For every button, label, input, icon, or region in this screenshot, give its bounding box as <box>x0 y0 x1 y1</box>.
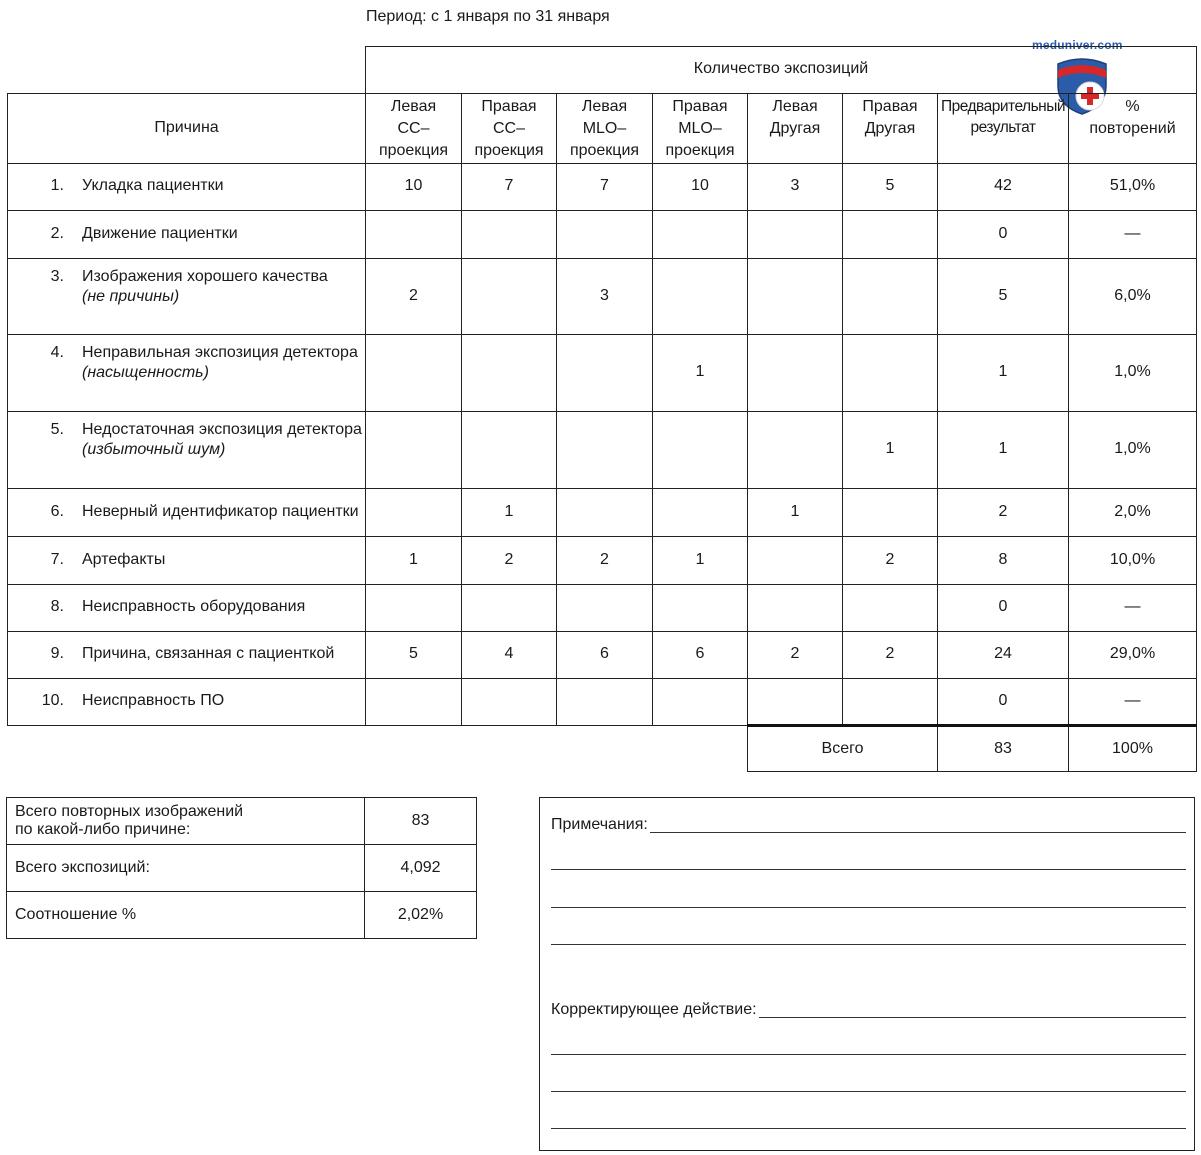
exposure-count-cell: 1 <box>462 488 557 536</box>
reason-text: Неисправность оборудования <box>82 598 306 616</box>
reason-text: Укладка пациентки <box>82 177 224 195</box>
exposure-count-cell <box>462 411 557 488</box>
column-header-line: проекция <box>569 142 640 160</box>
exposure-count-cell <box>748 210 843 258</box>
preliminary-result-cell: 0 <box>938 584 1069 631</box>
exposure-count-cell: 10 <box>653 163 748 210</box>
exposure-count-cell <box>462 210 557 258</box>
table-row <box>8 631 1197 678</box>
total-row <box>8 725 1197 772</box>
reason-text: Движение пациентки <box>82 224 238 242</box>
preliminary-result-cell: 24 <box>938 631 1069 678</box>
reason-text: Недостаточная экспозиция детектора <box>82 420 362 438</box>
exposure-count-cell: 4 <box>462 631 557 678</box>
repeat-percent-cell: 10,0% <box>1069 536 1197 584</box>
exposure-count-cell: 1 <box>366 536 462 584</box>
reason-line <box>28 267 365 288</box>
remarks-line[interactable] <box>551 944 1186 945</box>
exposure-count-cell <box>462 584 557 631</box>
exposure-count-cell <box>462 258 557 334</box>
summary-value: 4,092 <box>365 845 477 892</box>
period-label: Период: с 1 января по 31 января <box>366 8 610 25</box>
table-row <box>8 411 1197 488</box>
column-header <box>366 93 462 163</box>
preliminary-result-cell: 1 <box>938 411 1069 488</box>
exposure-count-cell: 6 <box>653 631 748 678</box>
column-header-line: Правая <box>481 97 537 115</box>
row-number: 5. <box>50 420 64 438</box>
column-header-line: проекция <box>474 142 544 160</box>
exposure-count-cell <box>366 584 462 631</box>
reason-line <box>28 644 365 665</box>
exposure-count-cell: 7 <box>462 163 557 210</box>
corrective-action-label: Корректирующее действие: <box>551 1001 757 1018</box>
column-header <box>748 93 843 163</box>
row-number: 8. <box>50 598 64 616</box>
exposure-count-cell: 2 <box>557 536 653 584</box>
exposure-count-cell: 3 <box>557 258 653 334</box>
exposure-count-cell: 2 <box>462 536 557 584</box>
repeat-percent-cell: 2,0% <box>1069 488 1197 536</box>
row-number: 6. <box>50 502 64 520</box>
exposure-count-cell <box>653 258 748 334</box>
column-header-line: повторений <box>1089 119 1176 137</box>
repeat-percent-cell: 6,0% <box>1069 258 1197 334</box>
column-header-line: Другая <box>864 119 916 137</box>
exposure-count-cell: 1 <box>843 411 938 488</box>
table-row <box>8 210 1197 258</box>
exposure-count-cell: 6 <box>557 631 653 678</box>
column-header-line: результат <box>970 119 1036 137</box>
column-header <box>938 93 1069 163</box>
summary-label <box>7 798 365 845</box>
column-header-line: Левая <box>390 97 437 115</box>
column-header-line: СС– <box>492 119 525 137</box>
exposure-count-cell <box>557 210 653 258</box>
exposure-count-cell <box>653 411 748 488</box>
exposure-count-cell: 2 <box>748 631 843 678</box>
column-header-line: MLO– <box>678 119 722 137</box>
repeat-percent-cell: 51,0% <box>1069 163 1197 210</box>
notes-box <box>539 797 1195 1151</box>
exposure-count-cell: 1 <box>748 488 843 536</box>
reason-text: Неверный идентификатор пациентки <box>82 502 359 520</box>
exposure-count-cell: 2 <box>366 258 462 334</box>
exposure-count-cell <box>653 210 748 258</box>
reason-line <box>28 597 365 618</box>
reason-cell <box>8 163 366 210</box>
exposure-count-cell <box>366 210 462 258</box>
reason-line <box>28 224 365 245</box>
repeat-analysis-table <box>7 46 1197 772</box>
exposure-count-cell <box>557 584 653 631</box>
table-row <box>8 678 1197 725</box>
reason-line <box>28 176 365 197</box>
exposure-count-cell: 3 <box>748 163 843 210</box>
table-row <box>8 163 1197 210</box>
reason-text: Артефакты <box>82 550 166 568</box>
reason-cell <box>8 411 366 488</box>
corrective-action-line[interactable] <box>551 1091 1186 1092</box>
summary-label-line: по какой-либо причине: <box>15 821 191 838</box>
reason-line <box>28 420 365 441</box>
row-number: 3. <box>50 267 64 285</box>
summary-row <box>7 798 477 845</box>
reason-text: Изображения хорошего качества <box>82 267 328 285</box>
total-value: 83 <box>938 725 1069 772</box>
exposure-count-cell <box>557 678 653 725</box>
column-header-line: проекция <box>378 142 449 160</box>
group-header-row <box>8 47 1197 94</box>
total-percent: 100% <box>1069 725 1197 772</box>
preliminary-result-cell: 8 <box>938 536 1069 584</box>
exposure-count-cell <box>366 334 462 411</box>
row-number: 4. <box>50 343 64 361</box>
column-header-line: Предварительный <box>940 97 1066 115</box>
repeat-percent-cell: 1,0% <box>1069 334 1197 411</box>
repeat-percent-cell: — <box>1069 678 1197 725</box>
column-header <box>462 93 557 163</box>
exposure-count-cell: 1 <box>653 536 748 584</box>
reason-line <box>28 550 365 571</box>
reason-text: Неправильная экспозиция детектора <box>82 343 358 361</box>
exposure-count-cell <box>748 584 843 631</box>
table-row <box>8 334 1197 411</box>
reason-text: Причина, связанная с пациенткой <box>82 645 335 663</box>
exposure-count-cell: 5 <box>366 631 462 678</box>
exposure-count-cell <box>748 258 843 334</box>
exposure-count-cell: 2 <box>843 536 938 584</box>
repeat-percent-cell: 1,0% <box>1069 411 1197 488</box>
exposure-count-cell <box>366 488 462 536</box>
reason-note: (не причины) <box>82 288 180 306</box>
reason-cell <box>8 210 366 258</box>
column-header-line: Левая <box>581 97 628 115</box>
summary-label-line: Соотношение % <box>15 905 137 923</box>
exposure-count-cell <box>462 334 557 411</box>
reason-cell <box>8 631 366 678</box>
summary-table <box>6 797 477 939</box>
row-number: 9. <box>50 645 64 663</box>
exposure-count-cell <box>557 488 653 536</box>
remarks-label: Примечания: <box>551 816 648 833</box>
column-header <box>653 93 748 163</box>
remarks-line[interactable] <box>551 869 1186 870</box>
summary-label-line: Всего экспозиций: <box>15 858 150 876</box>
exposure-count-cell <box>843 488 938 536</box>
reason-cell <box>8 536 366 584</box>
reason-line <box>28 691 365 712</box>
summary-label <box>7 892 365 939</box>
table-row <box>8 536 1197 584</box>
exposure-count-cell <box>843 258 938 334</box>
exposure-count-cell: 1 <box>653 334 748 411</box>
exposure-count-cell <box>557 411 653 488</box>
exposure-count-cell <box>843 334 938 411</box>
summary-row <box>7 845 477 892</box>
summary-value: 83 <box>365 798 477 845</box>
corrective-action-line[interactable] <box>551 1128 1186 1129</box>
column-header-line: проекция <box>665 142 735 160</box>
reason-cell <box>8 488 366 536</box>
exposure-count-cell: 7 <box>557 163 653 210</box>
preliminary-result-cell: 1 <box>938 334 1069 411</box>
reason-cell <box>8 258 366 334</box>
column-header <box>1069 93 1197 163</box>
remarks-line[interactable] <box>551 907 1186 908</box>
repeat-percent-cell: — <box>1069 584 1197 631</box>
preliminary-result-cell: 42 <box>938 163 1069 210</box>
exposure-count-cell <box>843 584 938 631</box>
exposure-count-cell <box>748 334 843 411</box>
reason-header: Причина <box>8 93 366 163</box>
row-number: 1. <box>50 177 64 195</box>
preliminary-result-cell: 0 <box>938 210 1069 258</box>
exposure-count-cell: 2 <box>843 631 938 678</box>
column-header-line: Другая <box>769 119 821 137</box>
reason-text: Неисправность ПО <box>82 692 225 710</box>
preliminary-result-cell: 2 <box>938 488 1069 536</box>
column-header-line: Правая <box>862 97 918 115</box>
repeat-percent-cell: — <box>1069 210 1197 258</box>
exposure-count-cell: 10 <box>366 163 462 210</box>
watermark-text: meduniver.com <box>1032 38 1123 52</box>
reason-cell <box>8 334 366 411</box>
column-header-row <box>8 93 1197 163</box>
reason-line <box>28 502 365 523</box>
exposure-count-cell <box>653 488 748 536</box>
table-row <box>8 584 1197 631</box>
column-header <box>843 93 938 163</box>
exposure-count-cell <box>748 536 843 584</box>
exposure-count-cell <box>843 210 938 258</box>
row-number: 2. <box>50 224 64 242</box>
exposure-count-cell <box>557 334 653 411</box>
exposure-count-cell <box>653 584 748 631</box>
reason-note: (насыщенность) <box>82 364 209 382</box>
reason-note: (избыточный шум) <box>82 441 226 459</box>
exposure-count-cell <box>366 678 462 725</box>
column-header-line: Левая <box>772 97 818 115</box>
total-label: Всего <box>748 725 938 772</box>
corrective-action-line[interactable] <box>551 1054 1186 1055</box>
empty-corner <box>8 47 366 94</box>
exposure-count-header: Количество экспозиций <box>366 47 1197 94</box>
exposure-count-cell <box>843 678 938 725</box>
row-number: 10. <box>41 692 64 710</box>
preliminary-result-cell: 5 <box>938 258 1069 334</box>
reason-cell <box>8 584 366 631</box>
summary-value: 2,02% <box>365 892 477 939</box>
summary-label <box>7 845 365 892</box>
preliminary-result-cell: 0 <box>938 678 1069 725</box>
repeat-percent-cell: 29,0% <box>1069 631 1197 678</box>
exposure-count-cell: 5 <box>843 163 938 210</box>
column-header <box>557 93 653 163</box>
column-header-line: Правая <box>672 97 728 115</box>
exposure-count-cell <box>462 678 557 725</box>
reason-cell <box>8 678 366 725</box>
exposure-count-cell <box>748 411 843 488</box>
total-row-spacer <box>8 725 748 772</box>
summary-row <box>7 892 477 939</box>
exposure-count-cell <box>653 678 748 725</box>
exposure-count-cell <box>748 678 843 725</box>
table-row <box>8 258 1197 334</box>
summary-label-line: Всего повторных изображений <box>15 802 244 820</box>
reason-line <box>28 343 365 364</box>
column-header-line: СС– <box>397 119 430 137</box>
exposure-count-cell <box>366 411 462 488</box>
row-number: 7. <box>50 550 64 568</box>
column-header-line: MLO– <box>582 119 627 137</box>
column-header-line: % <box>1125 97 1140 115</box>
table-row <box>8 488 1197 536</box>
